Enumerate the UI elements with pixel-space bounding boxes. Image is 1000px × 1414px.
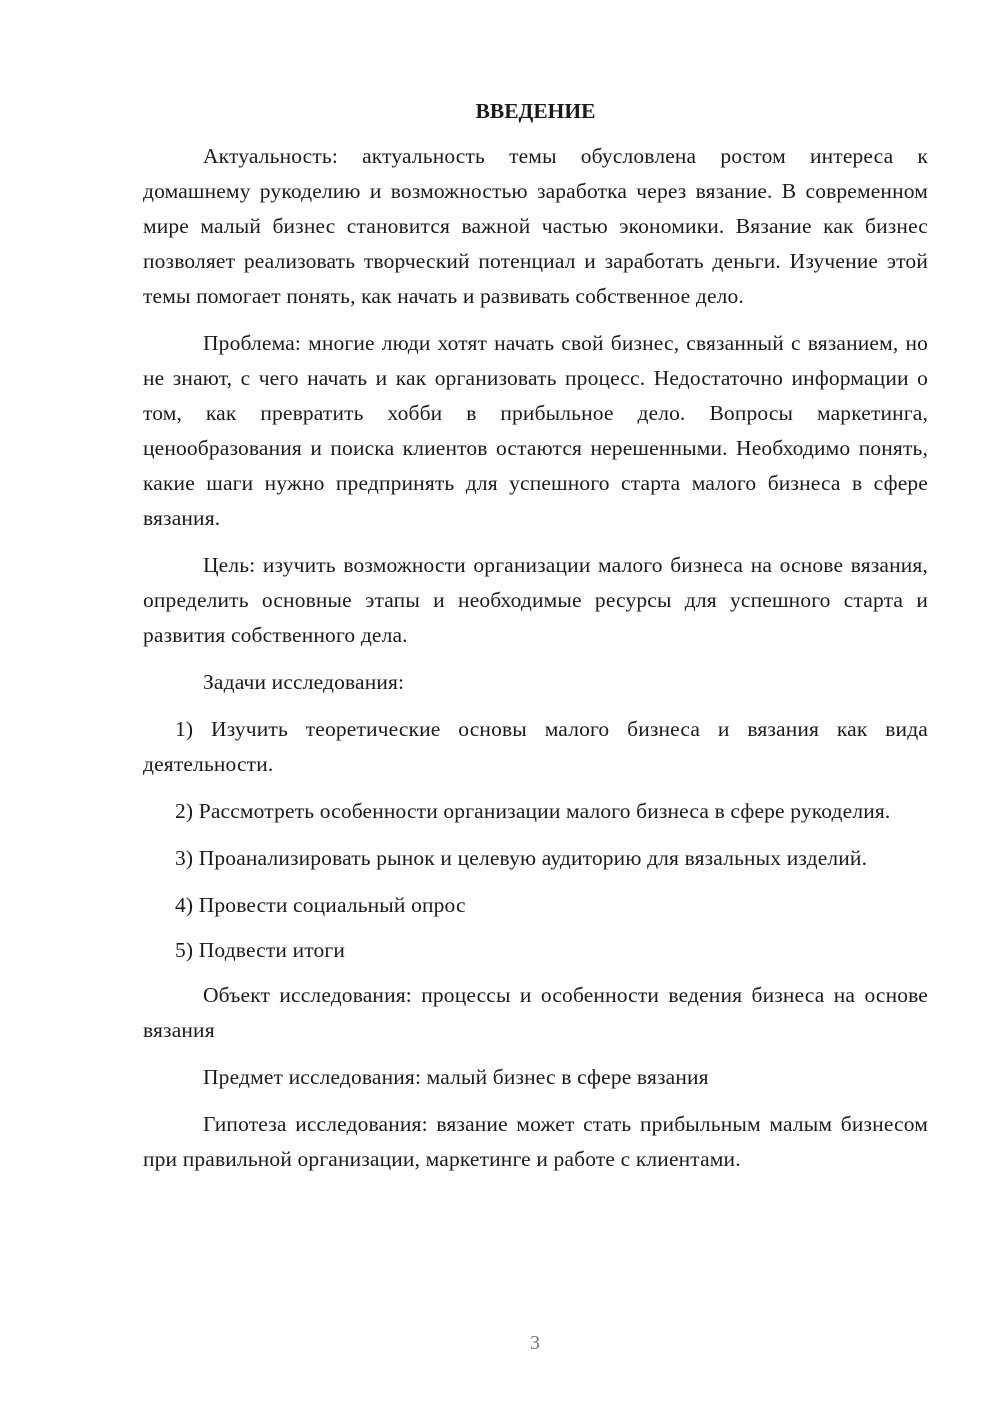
tasks-title: Задачи исследования:: [203, 670, 405, 694]
document-page: [143, 94, 928, 1189]
hypothesis-paragraph: Гипотеза исследования: вязание может стать прибыльным малым бизнесом при правильной организации, маркетинге и работе с клиентами.: [143, 1112, 928, 1171]
goal-paragraph: Цель: изучить возможности организации малого бизнеса на основе вязания, определить основные этапы и необходимые ресурсы для успешного старта и развития собственного дела.: [143, 553, 928, 647]
task-item-5: 5) Подвести итоги: [175, 938, 346, 962]
problem-paragraph: Проблема: многие люди хотят начать свой бизнес, связанный с вязанием, но не знают, с чего начать и как организовать процесс. Недостаточно информации о том, как превратить хобби в прибыльное дело. Вопросы маркетинга, ценообразования и поиска клиентов остаются нерешенными. Необходимо понять, какие шаги нужно предпринять для успешного старта малого бизнеса в сфере вязания.: [143, 331, 928, 530]
object-paragraph: Объект исследования: процессы и особенности ведения бизнеса на основе вязания: [143, 983, 928, 1042]
page-number: 3: [530, 1332, 540, 1354]
task-item-2: 2) Рассмотреть особенности организации малого бизнеса в сфере рукоделия.: [175, 799, 891, 823]
task-item-3: 3) Проанализировать рынок и целевую аудиторию для вязальных изделий.: [175, 846, 868, 870]
page-title: ВВЕДЕНИЕ: [475, 99, 596, 123]
task-item-4: 4) Провести социальный опрос: [175, 893, 466, 917]
subject-paragraph: Предмет исследования: малый бизнес в сфере вязания: [203, 1065, 709, 1089]
task-item-1: 1) Изучить теоретические основы малого бизнеса и вязания как вида деятельности.: [143, 717, 928, 776]
relevance-paragraph: Актуальность: актуальность темы обусловлена ростом интереса к домашнему рукоделию и возможностью заработка через вязание. В современном мире малый бизнес становится важной частью экономики. Вязание как бизнес позволяет реализовать творческий потенциал и заработать деньги. Изучение этой темы помогает понять, как начать и развивать собственное дело.: [143, 144, 928, 308]
